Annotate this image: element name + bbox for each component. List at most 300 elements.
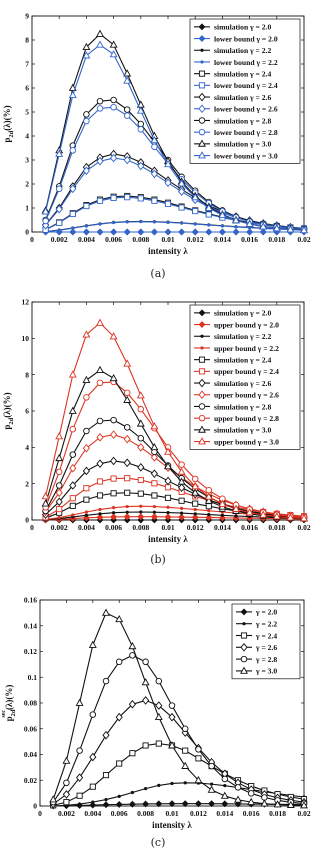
x-tick-label: 0.012	[186, 523, 204, 532]
legend-label: simulation γ = 3.0	[214, 139, 272, 149]
data-point	[58, 229, 61, 232]
data-point	[138, 392, 144, 398]
y-tick-label: 0.08	[23, 698, 37, 708]
data-point	[165, 495, 170, 500]
data-point	[207, 509, 210, 512]
data-point	[90, 642, 96, 648]
data-point	[207, 513, 210, 516]
data-point	[196, 747, 202, 753]
data-point	[98, 508, 101, 511]
x-tick-label: 0.008	[137, 809, 155, 818]
legend-label: simulation γ = 2.6	[214, 92, 272, 102]
data-point	[194, 512, 197, 515]
data-point	[138, 435, 144, 441]
data-point	[156, 678, 162, 684]
y-tick-label: 8	[25, 35, 29, 45]
data-point	[124, 360, 130, 366]
legend-label: simulation γ = 3.0	[214, 425, 272, 435]
legend-marker	[199, 369, 204, 374]
data-point	[110, 51, 116, 57]
legend-label: simulation γ = 2.6	[214, 378, 272, 388]
data-point	[153, 511, 156, 514]
data-point	[170, 782, 173, 785]
y-axis-label-group	[2, 105, 15, 142]
data-point	[165, 201, 170, 206]
legend-marker	[199, 71, 204, 76]
legend-label: γ = 2.8	[256, 654, 278, 664]
legend-marker	[200, 346, 203, 349]
data-point	[124, 425, 130, 431]
data-point	[84, 112, 90, 118]
x-tick-label: 0.014	[216, 809, 234, 818]
x-tick-label: 0.014	[213, 235, 231, 244]
data-point	[207, 223, 210, 226]
data-point	[138, 406, 144, 412]
data-point	[139, 220, 142, 223]
data-point	[70, 503, 75, 508]
data-point	[156, 741, 161, 746]
data-point	[112, 506, 115, 509]
data-point	[97, 434, 103, 441]
x-tick-label: 0.018	[268, 523, 286, 532]
data-point	[131, 791, 134, 794]
legend-label: upper bound γ = 2.6	[214, 390, 279, 400]
data-point	[206, 212, 211, 217]
data-point	[97, 198, 102, 203]
data-point	[208, 787, 214, 793]
panel-caption-b: (b)	[150, 553, 166, 566]
x-tick-label: 0.018	[269, 809, 287, 818]
data-point	[63, 758, 69, 764]
data-point	[76, 700, 82, 706]
data-point	[77, 793, 82, 798]
data-point	[111, 417, 117, 423]
data-point	[57, 220, 62, 225]
data-point	[97, 380, 103, 386]
x-tick-label: 0.014	[213, 523, 231, 532]
legend-label: simulation γ = 2.4	[214, 69, 272, 79]
data-point	[125, 490, 130, 495]
data-point	[151, 229, 157, 235]
data-point	[157, 784, 160, 787]
x-axis-label: intensity λ	[148, 246, 188, 256]
chart-panel-b	[2, 298, 311, 544]
y-tick-label: 0	[25, 515, 29, 525]
legend-label: simulation γ = 2.2	[214, 332, 272, 342]
legend-marker	[241, 656, 247, 662]
data-point	[116, 801, 122, 807]
data-point	[126, 511, 129, 514]
legend-label: simulation γ = 2.0	[214, 308, 272, 318]
y-axis-label: $p_{2d}(\lambda)(\%)$	[2, 392, 15, 430]
data-point	[179, 229, 185, 235]
data-point	[124, 113, 130, 119]
data-point	[84, 486, 89, 491]
y-tick-label: 4	[25, 442, 29, 452]
legend-marker	[199, 415, 205, 421]
data-point	[165, 477, 171, 484]
data-point	[221, 224, 224, 227]
y-axis-label-group	[1, 685, 17, 722]
y-tick-label: 0.04	[23, 750, 37, 760]
data-point	[77, 748, 83, 754]
data-point	[104, 798, 107, 801]
data-point	[97, 493, 102, 498]
y-tick-label: 0.02	[23, 775, 37, 785]
data-point	[179, 498, 184, 503]
data-point	[193, 501, 198, 506]
legend-label: simulation γ = 2.4	[214, 355, 272, 365]
data-point	[139, 510, 142, 513]
legend-label: γ = 2.6	[256, 643, 278, 653]
data-point	[223, 784, 226, 787]
y-tick-label: 2	[25, 479, 29, 489]
data-point	[222, 776, 228, 782]
data-point	[103, 678, 109, 684]
data-point	[126, 505, 129, 508]
data-point	[111, 457, 117, 464]
legend-label: simulation γ = 2.8	[214, 402, 272, 412]
data-point	[206, 487, 212, 493]
data-point	[143, 697, 149, 704]
x-tick-label: 0.012	[189, 809, 207, 818]
data-point	[192, 476, 198, 482]
legend-label: lower bound γ = 2.8	[214, 127, 278, 137]
data-point	[111, 431, 117, 438]
data-point	[97, 460, 103, 467]
data-point	[179, 205, 184, 210]
data-point	[111, 195, 116, 200]
x-tick-label: 0.018	[268, 235, 286, 244]
data-point	[90, 712, 96, 718]
data-point	[111, 97, 117, 103]
data-point	[124, 70, 130, 76]
data-point	[97, 479, 102, 484]
data-point	[234, 225, 237, 228]
x-tick-label: 0	[30, 523, 34, 532]
data-point	[151, 444, 157, 450]
legend-marker	[199, 129, 205, 135]
data-point	[71, 513, 74, 516]
x-axis-label: intensity λ	[148, 534, 188, 544]
data-point	[144, 787, 147, 790]
x-tick-label: 0.016	[241, 523, 259, 532]
y-tick-label: 0.06	[23, 724, 37, 734]
legend-marker	[241, 633, 246, 638]
data-point	[130, 751, 135, 756]
data-point	[193, 209, 198, 214]
data-point	[138, 196, 143, 201]
data-point	[97, 229, 103, 235]
legend-label: simulation γ = 2.2	[214, 46, 272, 56]
data-point	[97, 418, 103, 424]
legend-label: lower bound γ = 2.4	[214, 81, 278, 91]
data-point	[138, 126, 144, 132]
x-tick-label: 0.02	[297, 235, 311, 244]
x-tick-label: 0	[38, 809, 42, 818]
legend-label: upper bound γ = 2.2	[214, 343, 279, 353]
legend-label: simulation γ = 2.0	[214, 22, 272, 32]
data-point	[234, 514, 237, 517]
data-point	[124, 459, 130, 466]
x-tick-label: 0.002	[57, 809, 75, 818]
data-point	[118, 795, 121, 798]
data-point	[111, 104, 117, 110]
x-tick-label: 0.004	[77, 523, 95, 532]
data-point	[206, 504, 211, 509]
data-point	[103, 609, 109, 615]
x-tick-label: 0.016	[241, 235, 259, 244]
legend-marker	[242, 622, 245, 625]
y-tick-label: 6	[25, 83, 29, 93]
data-point	[152, 481, 157, 486]
y-tick-label: 6	[25, 406, 29, 416]
data-point	[138, 477, 143, 482]
y-tick-label: 12	[21, 297, 29, 307]
legend-marker	[200, 335, 203, 338]
legend-label: upper bound γ = 2.0	[214, 320, 279, 330]
legend-label: γ = 2.2	[256, 619, 278, 629]
data-point	[166, 221, 169, 224]
data-point	[112, 221, 115, 224]
data-point	[64, 800, 69, 805]
data-point	[70, 92, 76, 98]
data-point	[206, 229, 212, 235]
x-tick-label: 0.01	[161, 523, 175, 532]
x-tick-label: 0.004	[77, 235, 95, 244]
x-tick-label: 0.006	[105, 523, 123, 532]
data-point	[165, 485, 170, 490]
chart-panel-c	[1, 596, 311, 830]
data-point	[111, 491, 116, 496]
data-point	[138, 444, 144, 451]
data-point	[70, 371, 76, 377]
y-tick-label: 0.12	[23, 647, 37, 657]
data-point	[64, 780, 70, 786]
legend-marker	[200, 49, 203, 52]
data-point	[85, 224, 88, 227]
y-tick-label: 1	[25, 203, 29, 213]
data-point	[142, 679, 148, 685]
data-point	[138, 420, 144, 426]
data-point	[153, 505, 156, 508]
data-point	[57, 507, 62, 512]
data-point	[184, 781, 187, 784]
data-point	[138, 464, 144, 471]
data-point	[110, 375, 116, 381]
data-point	[221, 514, 224, 517]
data-point	[103, 773, 108, 778]
legend-label: γ = 2.0	[256, 607, 278, 617]
y-tick-label: 0	[33, 801, 37, 811]
legend-label: upper bound γ = 3.0	[214, 437, 279, 447]
data-point	[125, 476, 130, 481]
data-point	[179, 462, 185, 468]
data-point	[56, 483, 62, 489]
data-point	[180, 507, 183, 510]
data-point	[71, 227, 74, 230]
legend-marker	[200, 60, 203, 63]
data-point	[166, 506, 169, 509]
chart-panel-a	[2, 12, 311, 256]
data-point	[83, 377, 89, 383]
legend-label: lower bound γ = 3.0	[214, 151, 278, 161]
data-point	[85, 514, 88, 517]
legend-label: upper bound γ = 2.8	[214, 413, 279, 423]
y-tick-label: 8	[25, 370, 29, 380]
legend-marker	[199, 118, 205, 124]
x-tick-label: 0.006	[105, 235, 123, 244]
x-tick-label: 0.006	[110, 809, 128, 818]
data-point	[156, 714, 162, 720]
data-point	[78, 802, 81, 805]
y-tick-label: 4	[25, 131, 29, 141]
data-point	[124, 397, 130, 403]
y-tick-label: 9	[25, 11, 29, 21]
y-tick-label: 0	[25, 227, 29, 237]
data-point	[112, 511, 115, 514]
data-point	[58, 516, 61, 519]
data-point	[124, 229, 130, 235]
data-point	[129, 643, 135, 649]
data-point	[84, 497, 89, 502]
data-point	[111, 476, 116, 481]
y-tick-label: 0.1	[27, 672, 37, 682]
x-tick-label: 0.01	[161, 235, 175, 244]
y-tick-label: 10	[21, 333, 29, 343]
data-point	[130, 653, 136, 659]
data-point	[84, 203, 89, 208]
data-point	[91, 801, 94, 804]
data-point	[70, 496, 75, 501]
data-point	[209, 763, 215, 769]
data-point	[248, 791, 254, 797]
data-point	[138, 491, 143, 496]
data-point	[97, 367, 103, 373]
data-point	[84, 118, 90, 124]
legend-label: upper bound γ = 2.4	[214, 367, 279, 377]
data-point	[124, 107, 130, 113]
x-tick-label: 0.002	[50, 523, 68, 532]
data-point	[116, 659, 122, 665]
data-point	[124, 390, 130, 396]
data-point	[70, 211, 75, 216]
data-point	[85, 510, 88, 513]
data-point	[56, 433, 62, 439]
y-tick-label: 0.14	[23, 621, 37, 631]
legend-label: lower bound γ = 2.6	[214, 104, 278, 114]
x-tick-label: 0.02	[297, 523, 311, 532]
data-point	[90, 784, 95, 789]
data-point	[194, 222, 197, 225]
data-point	[97, 31, 103, 37]
data-point	[169, 703, 175, 709]
data-point	[56, 455, 62, 461]
data-point	[117, 761, 122, 766]
x-tick-label: 0.012	[186, 235, 204, 244]
y-axis-label: $p_{2d}(\lambda)(\%)$	[2, 105, 15, 143]
y-tick-label: 2	[25, 179, 29, 189]
legend-label: γ = 3.0	[256, 666, 278, 676]
x-tick-label: 0.008	[132, 235, 150, 244]
data-point	[70, 408, 76, 414]
y-axis-label-group	[2, 392, 15, 429]
x-tick-label: 0.01	[165, 809, 179, 818]
data-point	[196, 756, 201, 761]
x-tick-label: 0.004	[84, 809, 102, 818]
data-point	[110, 41, 116, 47]
x-axis-label: intensity λ	[152, 820, 192, 830]
y-tick-label: 3	[25, 155, 29, 165]
data-point	[180, 511, 183, 514]
data-point	[139, 505, 142, 508]
y-axis-label: $p_{2d}\sec(\lambda)(\%)$	[1, 684, 17, 722]
legend-marker	[199, 404, 205, 410]
data-point	[103, 802, 109, 808]
data-point	[70, 426, 76, 432]
data-point	[183, 748, 188, 753]
data-point	[166, 511, 169, 514]
panel-caption-c: (c)	[150, 836, 166, 849]
data-point	[138, 121, 144, 127]
x-tick-label: 0.002	[50, 235, 68, 244]
data-point	[152, 198, 157, 203]
data-point	[153, 220, 156, 223]
data-point	[182, 726, 188, 732]
legend-label: lower bound γ = 2.2	[214, 57, 278, 67]
data-point	[70, 229, 76, 235]
panel-caption-a: (a)	[150, 267, 166, 280]
y-tick-label: 5	[25, 107, 29, 117]
legend-label: lower bound γ = 2.0	[214, 34, 278, 44]
data-point	[235, 785, 241, 791]
y-tick-label: 7	[25, 59, 29, 69]
data-point	[194, 508, 197, 511]
legend-label: γ = 2.4	[256, 631, 278, 641]
data-point	[84, 395, 90, 401]
data-point	[152, 493, 157, 498]
data-point	[233, 229, 239, 235]
x-tick-label: 0.02	[297, 809, 311, 818]
data-point	[56, 186, 62, 192]
x-tick-label: 0.016	[242, 809, 260, 818]
data-point	[43, 218, 49, 224]
data-point	[151, 470, 157, 477]
legend-label: simulation γ = 2.8	[214, 116, 272, 126]
legend-marker	[199, 357, 204, 362]
legend-marker	[199, 83, 204, 88]
data-point	[56, 469, 62, 475]
data-point	[143, 659, 149, 665]
data-point	[70, 452, 76, 458]
data-point	[98, 222, 101, 225]
y-tick-label: 0.16	[23, 595, 37, 605]
data-point	[180, 222, 183, 225]
data-point	[97, 319, 103, 325]
x-tick-label: 0.008	[132, 523, 150, 532]
data-point	[98, 512, 101, 515]
data-point	[126, 220, 129, 223]
data-point	[97, 41, 103, 47]
data-point	[97, 98, 103, 104]
data-point	[124, 436, 130, 443]
x-tick-label: 0	[30, 235, 34, 244]
data-point	[97, 106, 103, 112]
data-point	[70, 148, 76, 154]
series-line	[46, 154, 304, 228]
data-point	[143, 743, 148, 748]
data-point	[84, 428, 90, 434]
